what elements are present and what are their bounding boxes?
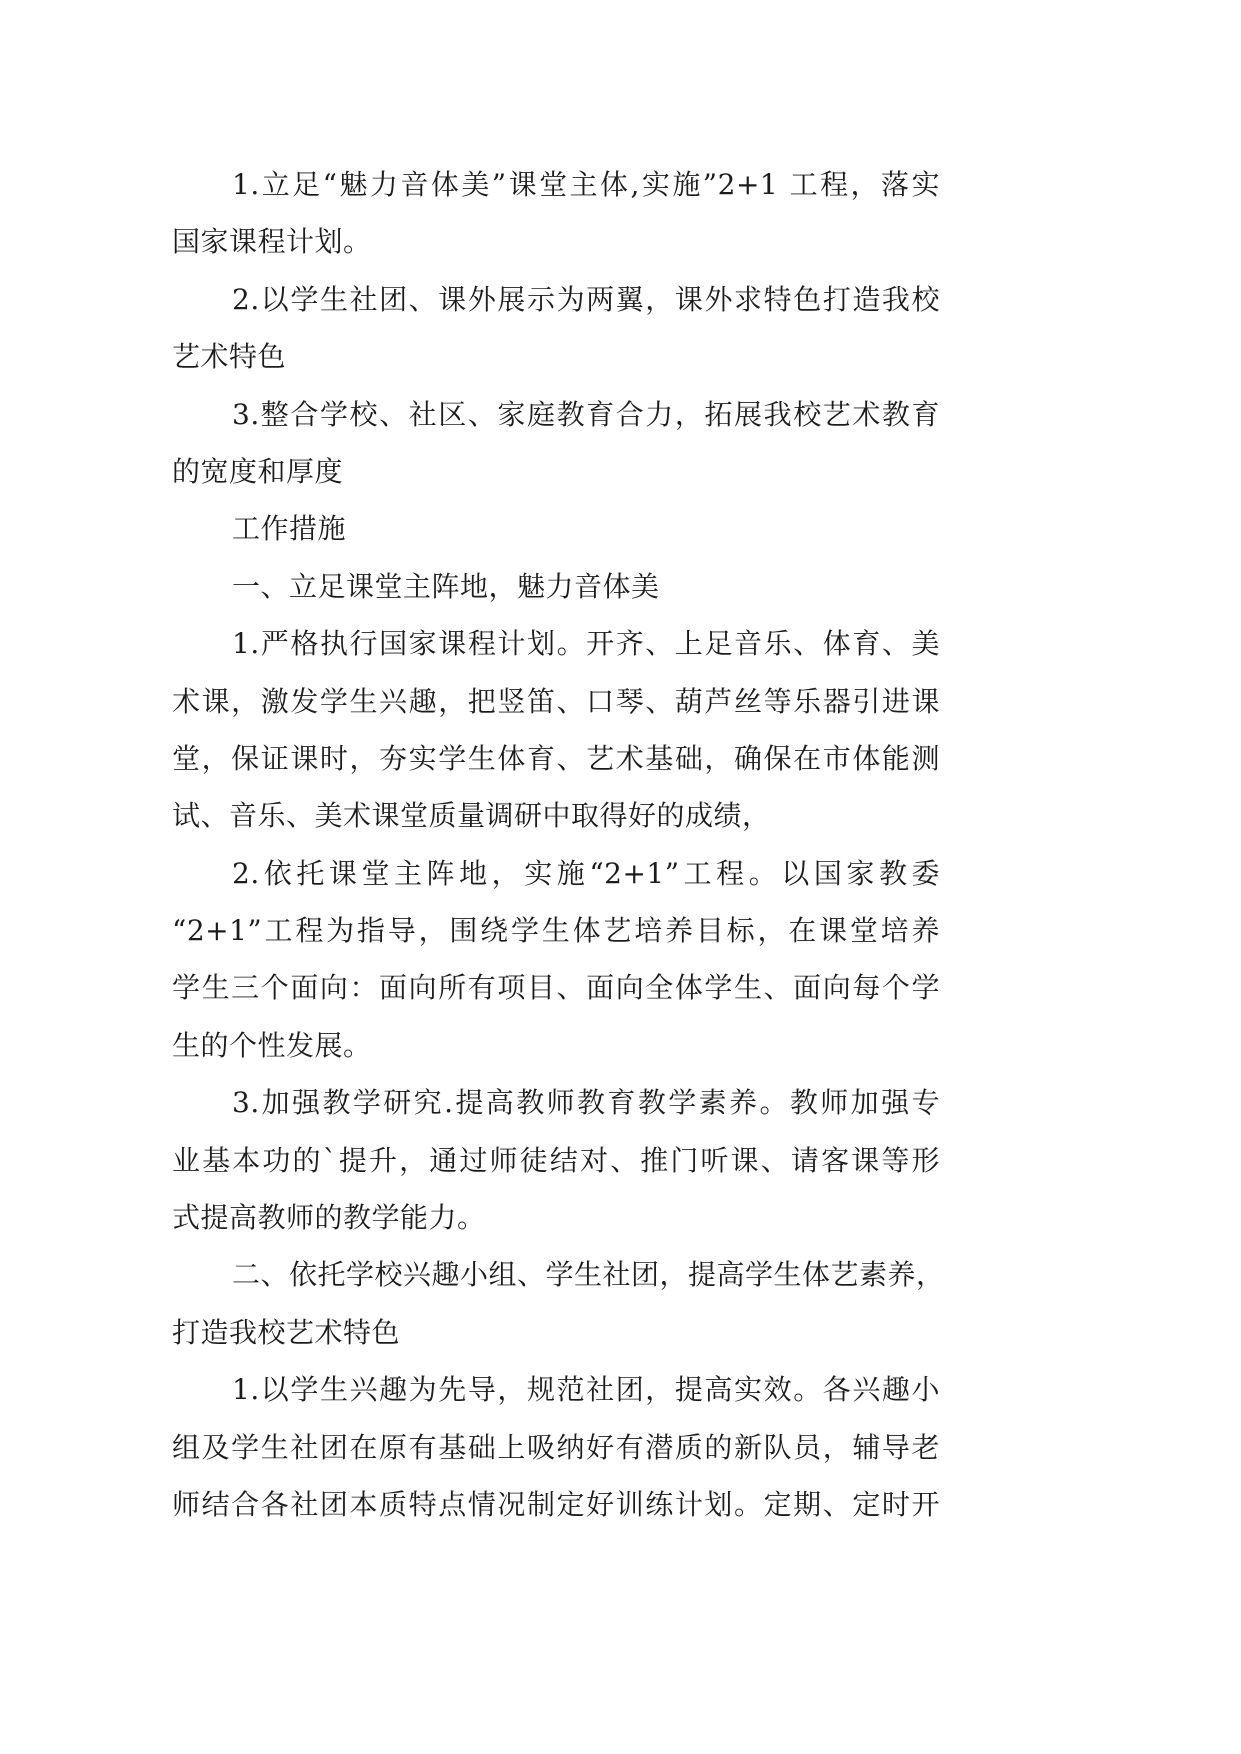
text-line: 生的个性发展。	[172, 1028, 372, 1062]
text-line: 业基本功的`提升，通过师徒结对、推门听课、请客课等形	[172, 1143, 940, 1177]
paragraph-goal-2	[172, 271, 940, 386]
text-line: 学生三个面向：面向所有项目、面向全体学生、面向每个学	[172, 971, 940, 1005]
paragraph-measure-2-1	[172, 1361, 940, 1533]
text-line: 术课，激发学生兴趣，把竖笛、口琴、葫芦丝等乐器引进课	[172, 684, 940, 718]
text-line: 堂，保证课时，夯实学生体育、艺术基础，确保在市体能测	[172, 741, 940, 775]
heading-text: 工作措施	[232, 512, 347, 546]
text-line: 1.以学生兴趣为先导，规范社团，提高实效。各兴趣小	[232, 1373, 940, 1407]
heading-text: 打造我校艺术特色	[172, 1315, 401, 1349]
document-body	[172, 156, 945, 1533]
text-line: 2.依托课堂主阵地，实施“2+1”工程。以国家教委	[232, 856, 940, 890]
paragraph-measure-1-3	[172, 1074, 940, 1246]
text-line: 国家课程计划。	[172, 225, 372, 259]
text-line: 1.立足“魅力音体美”课堂主体,实施”2+1 工程，落实	[232, 168, 940, 201]
text-line: 艺术特色	[172, 340, 287, 374]
paragraph-goal-1	[172, 156, 940, 271]
text-line: 的宽度和厚度	[172, 454, 344, 488]
heading-text: 一、立足课堂主阵地，魅力音体美	[232, 569, 660, 603]
text-line: 2.以学生社团、课外展示为两翼，课外求特色打造我校	[232, 282, 940, 316]
section-heading-measures	[172, 500, 940, 557]
text-line: 3.加强教学研究.提高教师教育教学素养。教师加强专	[232, 1086, 940, 1120]
paragraph-goal-3	[172, 386, 940, 501]
text-line: 式提高教师的教学能力。	[172, 1201, 486, 1235]
text-line: 组及学生社团在原有基础上吸纳好有潜质的新队员，辅导老	[172, 1430, 940, 1464]
section-heading-two	[172, 1246, 945, 1361]
paragraph-measure-1-2	[172, 845, 940, 1075]
text-line: 师结合各社团本质特点情况制定好训练计划。定期、定时开	[172, 1487, 940, 1521]
text-line: 3.整合学校、社区、家庭教育合力，拓展我校艺术教育	[232, 397, 940, 431]
text-line: “2+1”工程为指导，围绕学生体艺培养目标，在课堂培养	[172, 914, 940, 948]
text-line: 试、音乐、美术课堂质量调研中取得好的成绩，	[172, 799, 771, 833]
paragraph-measure-1-1	[172, 615, 940, 845]
text-line: 1.严格执行国家课程计划。开齐、上足音乐、体育、美	[232, 627, 940, 661]
section-heading-one	[172, 558, 940, 615]
heading-text: 二、依托学校兴趣小组、学生社团，提高学生体艺素养，	[232, 1258, 945, 1292]
